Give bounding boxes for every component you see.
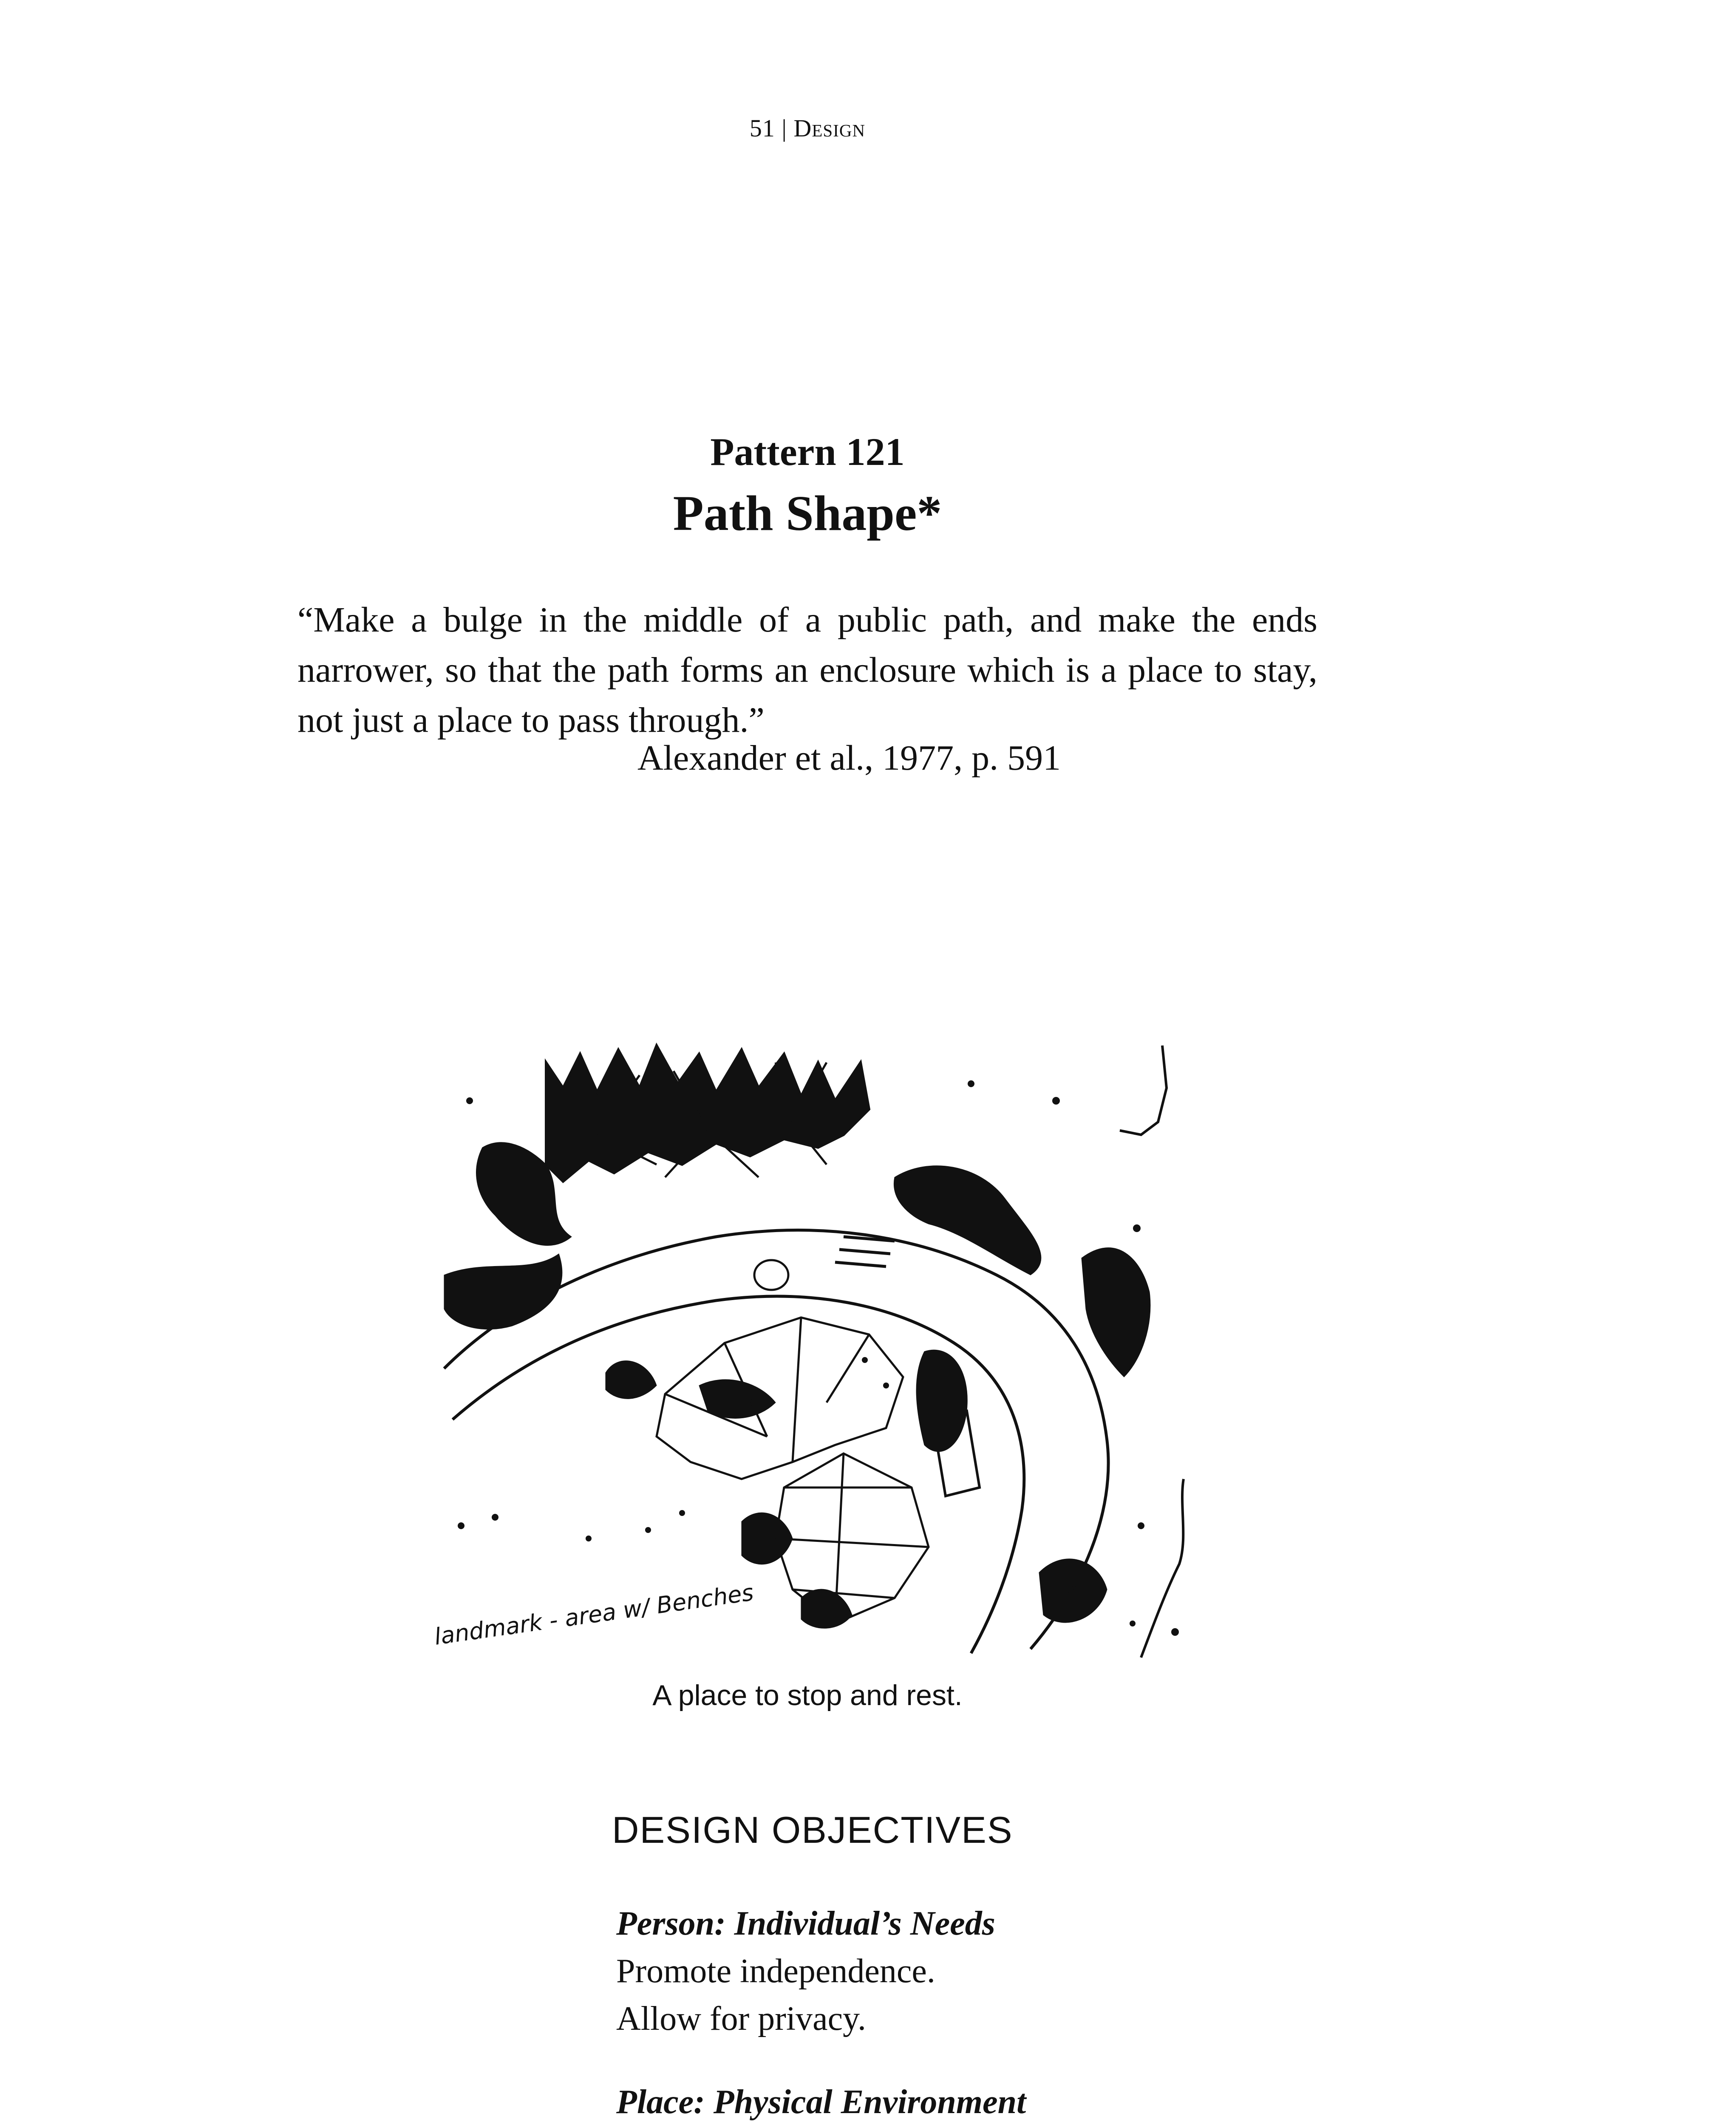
page-number: 51: [749, 114, 775, 142]
running-head-separator: |: [782, 114, 787, 142]
objective-item: Allow for privacy.: [616, 2000, 866, 2037]
objective-group-title: Person: Individual’s Needs: [616, 1905, 995, 1942]
quote-citation: Alexander et al., 1977, p. 591: [637, 738, 1061, 778]
handwritten-note: landmark - area w/ Benches: [433, 1579, 756, 1650]
objective-group-person: [616, 1900, 995, 2043]
path-sketch-drawing: [419, 1037, 1213, 1670]
objective-item: Promote independence.: [616, 1952, 935, 1990]
running-head-section: Design: [793, 114, 866, 142]
figure-caption: A place to stop and rest.: [652, 1679, 963, 1711]
objective-group-place: [616, 2078, 1081, 2125]
pattern-number: Pattern 121: [710, 430, 905, 473]
objective-group-title: Place: Physical Environment: [616, 2083, 1026, 2121]
running-head: [0, 114, 1615, 142]
pattern-quote: “Make a bulge in the middle of a public path, and make the ends narrower, so that the path forms an enclosure which is a place to stay, not just a place to pass through.”: [297, 600, 1317, 740]
pattern-title: Path Shape*: [673, 485, 942, 541]
design-objectives-heading: DESIGN OBJECTIVES: [612, 1809, 1013, 1851]
path-sketch-figure: [419, 1037, 1213, 1670]
